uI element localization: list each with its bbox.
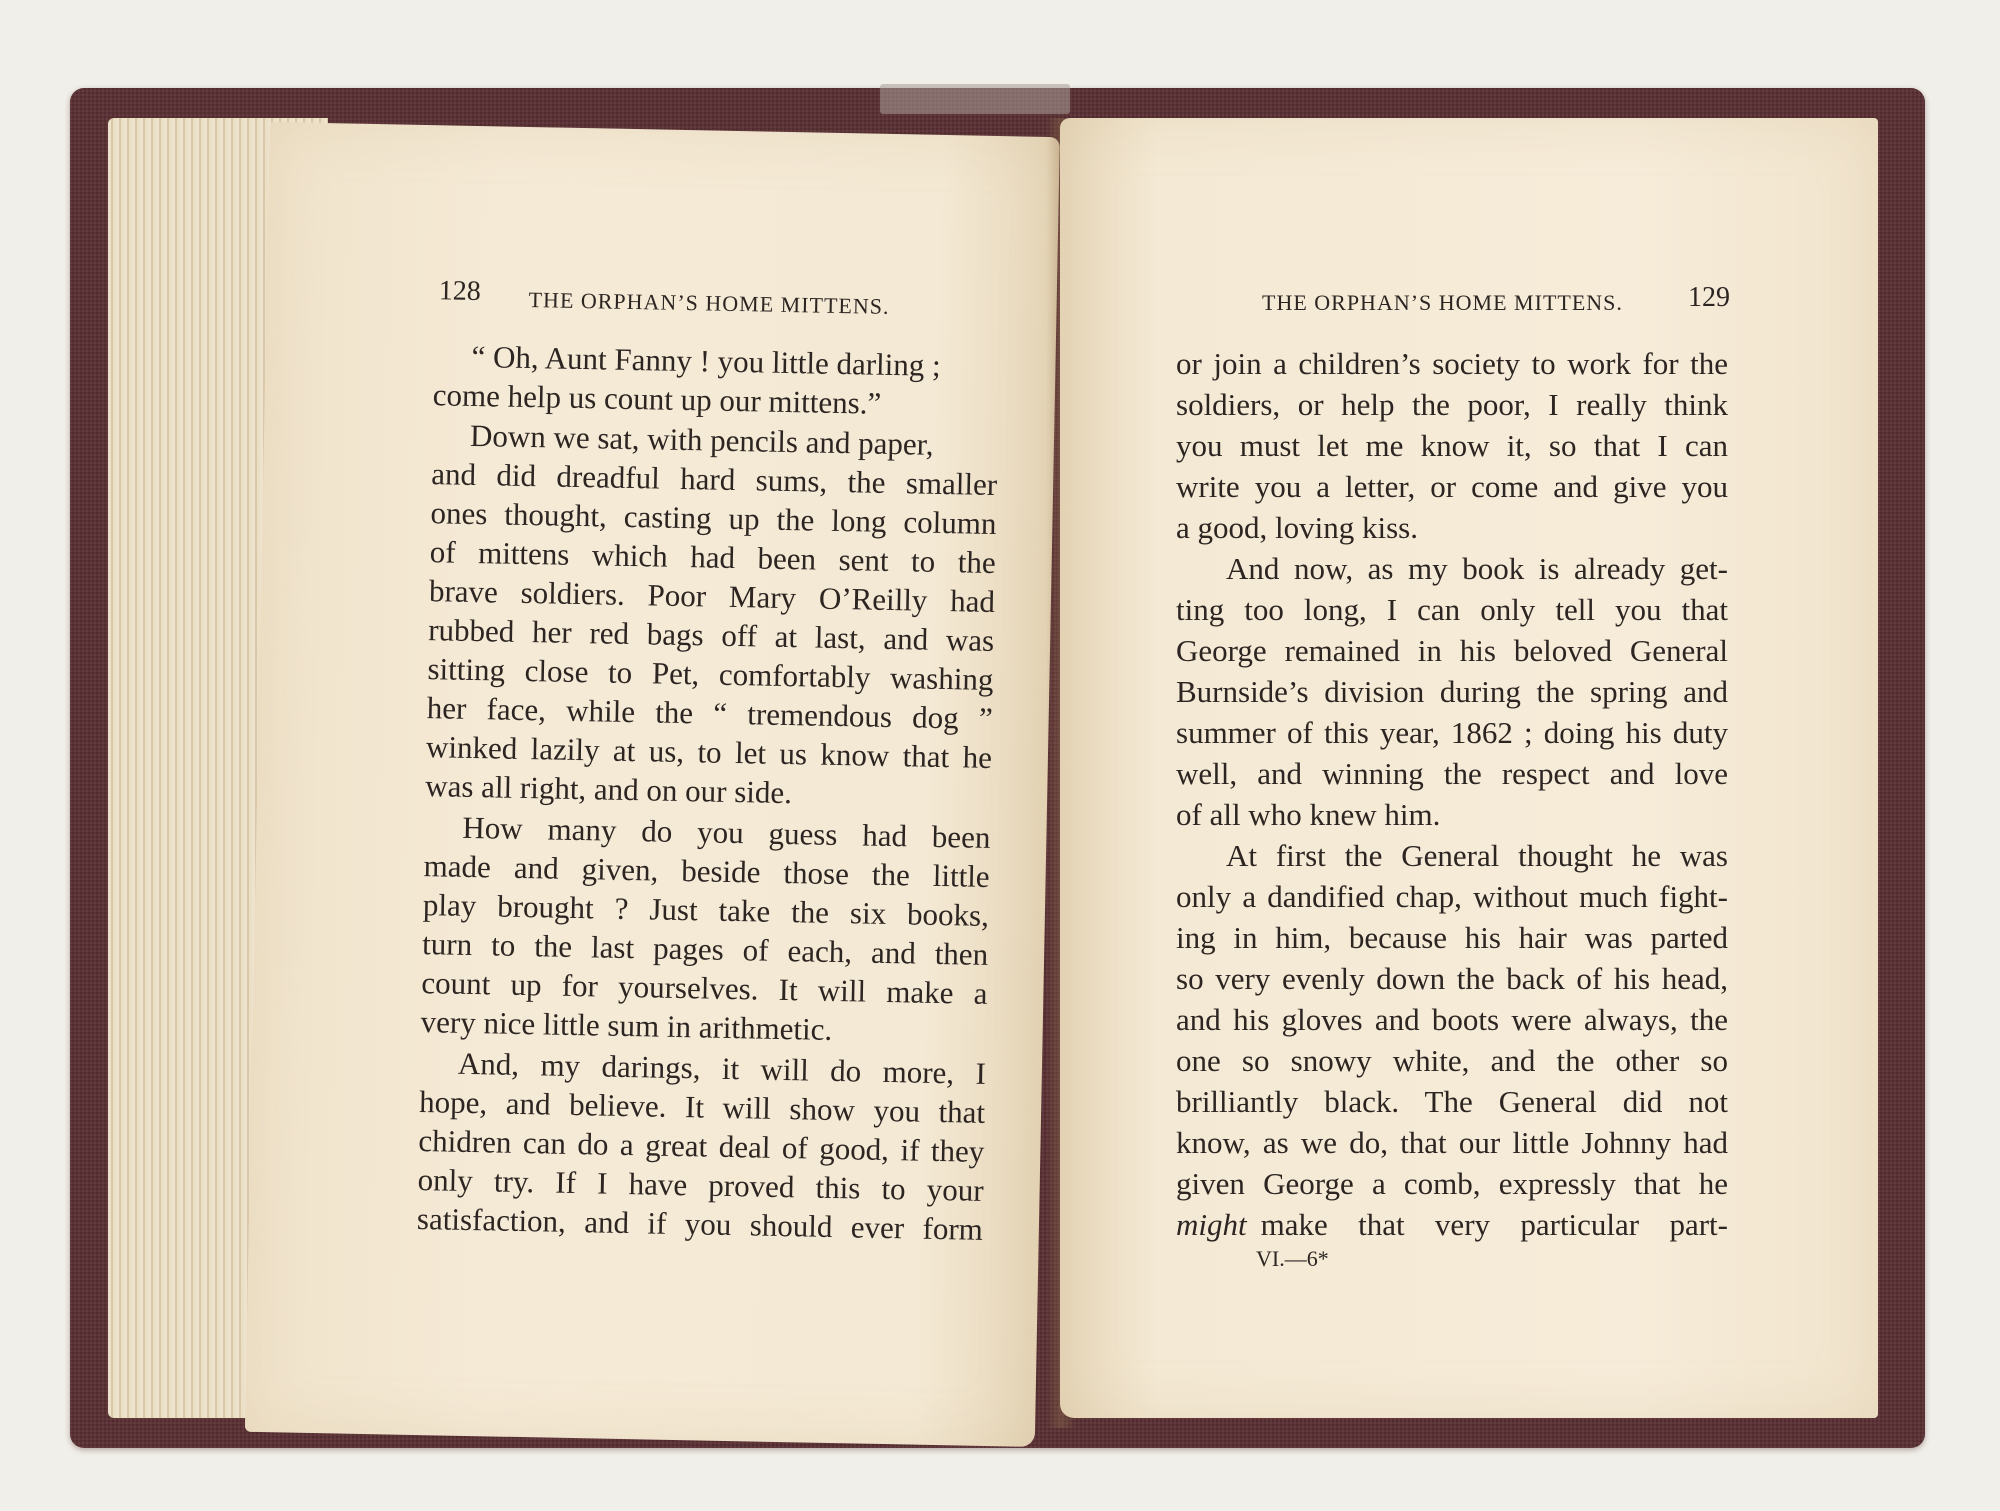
spine-tear bbox=[880, 84, 1070, 114]
text-line: Burnside’s division during the spring and bbox=[1176, 674, 1728, 709]
text-line: How many do you guess had been bbox=[462, 809, 991, 855]
text-line: ing in him, because his hair was parted bbox=[1176, 920, 1728, 955]
text-line: a good, loving kiss. bbox=[1176, 510, 1418, 545]
text-line: was all right, and on our side. bbox=[424, 768, 793, 811]
text-line: play brought ? Just take the six books, bbox=[422, 887, 990, 933]
text-line: And, my darings, it will do more, I bbox=[457, 1045, 987, 1091]
text-line: given George a comb, expressly that he bbox=[1176, 1166, 1728, 1201]
text-line: only try. If I have proved this to your bbox=[417, 1162, 984, 1208]
text-line: winked lazily at us, to let us know that he bbox=[425, 729, 993, 775]
text-line: you must let me know it, so that I can bbox=[1176, 428, 1728, 463]
text-line: At first the General thought he was bbox=[1226, 838, 1728, 873]
text-line: sitting close to Pet, comfortably washing bbox=[427, 651, 994, 697]
left-page bbox=[245, 122, 1060, 1447]
text-line: “ Oh, Aunt Fanny ! you little darling ; bbox=[471, 338, 942, 383]
text-line: come help us count up our mittens.” bbox=[432, 377, 882, 421]
text-line: count up for yourselves. It will make a bbox=[421, 965, 988, 1011]
italic-word: might bbox=[1176, 1207, 1247, 1242]
text-line: George remained in his beloved General bbox=[1176, 633, 1728, 668]
text-line-rest: make that very particular part- bbox=[1260, 1207, 1728, 1242]
text-line-last bbox=[1176, 1209, 1728, 1240]
text-line: hope, and believe. It will show you that bbox=[418, 1084, 986, 1130]
text-line: ones thought, casting up the long column bbox=[430, 495, 997, 542]
text-line: so very evenly down the back of his head, bbox=[1176, 961, 1728, 996]
text-line: very nice little sum in arithmetic. bbox=[420, 1004, 833, 1047]
signature-mark: VI.—6* bbox=[1256, 1246, 1329, 1271]
text-line: of all who knew him. bbox=[1176, 797, 1441, 832]
left-running-header: THE ORPHAN’S HOME MITTENS. bbox=[528, 287, 890, 319]
text-line: Down we sat, with pencils and paper, bbox=[469, 417, 934, 462]
text-line: ting too long, I can only tell you that bbox=[1176, 592, 1728, 627]
text-line: brave soldiers. Poor Mary O’Reilly had bbox=[428, 573, 996, 620]
text-line: rubbed her red bags off at last, and was bbox=[427, 612, 995, 658]
text-line: or join a children’s society to work for the bbox=[1176, 346, 1728, 381]
text-line: one so snowy white, and the other so bbox=[1176, 1043, 1728, 1078]
text-line: And now, as my book is already get- bbox=[1226, 551, 1728, 586]
text-line: satisfaction, and if you should ever form bbox=[416, 1201, 984, 1247]
right-running-header: THE ORPHAN’S HOME MITTENS. bbox=[1262, 290, 1623, 315]
text-line: summer of this year, 1862 ; doing his duty bbox=[1176, 715, 1728, 750]
text-line: her face, while the “ tremendous dog ” bbox=[426, 690, 994, 736]
right-page-number: 129 bbox=[1688, 282, 1730, 313]
text-line: well, and winning the respect and love bbox=[1176, 756, 1728, 791]
text-line: chidren can do a great deal of good, if they bbox=[418, 1123, 985, 1169]
text-line: and did dreadful hard sums, the smaller bbox=[430, 456, 998, 503]
text-line: made and given, beside those the little bbox=[423, 848, 990, 894]
text-line: know, as we do, that our little Johnny had bbox=[1176, 1125, 1728, 1160]
text-line: only a dandified chap, without much fight- bbox=[1176, 879, 1728, 914]
text-line: and his gloves and boots were always, the bbox=[1176, 1002, 1728, 1037]
right-page bbox=[1060, 118, 1878, 1418]
text-line: soldiers, or help the poor, I really think bbox=[1176, 387, 1728, 422]
text-line: brilliantly black. The General did not bbox=[1176, 1084, 1728, 1119]
text-line: turn to the last pages of each, and then bbox=[421, 926, 989, 972]
text-line: write you a letter, or come and give you bbox=[1176, 469, 1728, 504]
left-page-number: 128 bbox=[438, 275, 482, 308]
text-line: of mittens which had been sent to the bbox=[429, 534, 997, 581]
